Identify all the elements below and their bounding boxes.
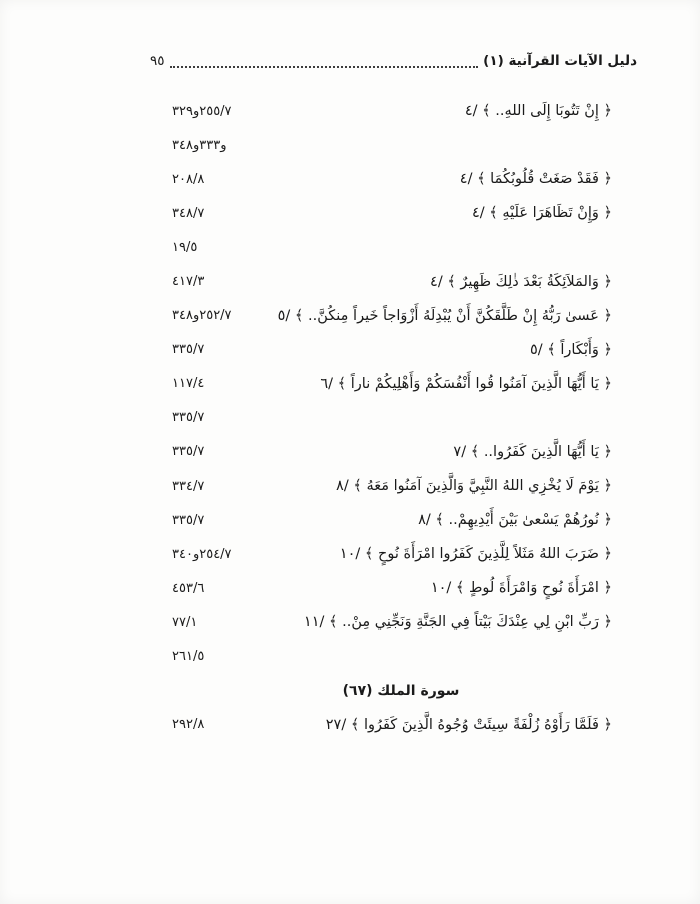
page-reference: ٢٥٥/٧و٣٢٩ [172, 103, 232, 119]
page-reference: ٣٣٥/٧ [172, 342, 205, 358]
index-row [0, 469, 700, 503]
page-reference: ٢٠٨/٨ [172, 171, 205, 187]
page-reference: ٢٥٢/٧و٣٤٨ [172, 308, 232, 324]
dot-leader [170, 66, 479, 68]
page-reference: ٣٣٥/٧ [172, 444, 205, 460]
page-reference: و٣٣٣و٣٤٨ [172, 137, 227, 153]
page-header [0, 50, 700, 72]
verse-text: ﴿ يَا أَيُّهَا الَّذِينَ آمَنُوا قُوا أَنْفُسَكُمْ وَأَهْلِيكُمْ ناراً ﴾ /٦ [320, 375, 612, 392]
verse-text: ﴿ نُورُهُمْ يَسْعىٰ بَيْنَ أَيْدِيهِمْ.. ﴾ /٨ [418, 512, 612, 529]
page-reference: ٤١٧/٣ [172, 274, 205, 290]
verse-text: ﴿ امْرَأَةَ نُوحٍ وَامْرَأَةَ لُوطٍ ﴾ /١٠ [430, 580, 612, 597]
verse-text: ﴿ ضَرَبَ اللهُ مَثَلاً لِلَّذِينَ كَفَرُوا امْرَأَةَ نُوحٍ ﴾ /١٠ [339, 546, 612, 563]
verse-index-list [0, 94, 700, 742]
page-reference: ١١٧/٤ [172, 376, 205, 392]
index-row-ref-continuation [0, 128, 700, 162]
index-row [0, 94, 700, 128]
surah-heading-text: سورة الملك (٦٧) [342, 682, 460, 699]
page-reference: ١٩/٥ [172, 239, 198, 255]
index-row [0, 708, 700, 742]
running-title: دليل الآيات القرآنية (١) [483, 53, 637, 69]
verse-text: ﴿ فَلَمَّا رَأَوْهُ زُلْفَةً سِيئَتْ وُجُوهُ الَّذِينَ كَفَرُوا ﴾ /٢٧ [325, 716, 612, 733]
page-reference: ٢٦١/٥ [172, 649, 205, 665]
page-reference: ٤٥٣/٦ [172, 580, 205, 596]
index-row [0, 537, 700, 571]
verse-text: ﴿ إِنْ تَتُوبَا إِلَى اللهِ.. ﴾ /٤ [464, 103, 612, 120]
page-reference: ٣٣٤/٧ [172, 478, 205, 494]
index-row-ref-continuation [0, 640, 700, 674]
verse-text: ﴿ يَوْمَ لَا يُخْزِي اللهُ النَّبِيَّ وَالَّذِينَ آمَنُوا مَعَهُ ﴾ /٨ [336, 478, 612, 495]
verse-text: ﴿ فَقَدْ صَغَتْ قُلُوبُكُمَا ﴾ /٤ [459, 171, 612, 188]
index-row [0, 367, 700, 401]
verse-text: ﴿ عَسىٰ رَبُّهُ إِنْ طَلَّقَكُنَّ أَنْ يُبْدِلَهُ أَزْوَاجاً خَيراً مِنكُنَّ.. ﴾ /٥ [277, 307, 612, 324]
page-reference: ٢٥٤/٧و٣٤٠ [172, 546, 232, 562]
index-row [0, 503, 700, 537]
index-row-ref-continuation [0, 401, 700, 435]
index-row [0, 299, 700, 333]
verse-text: ﴿ وَإِنْ تَظَاهَرَا عَلَيْهِ ﴾ /٤ [471, 205, 612, 222]
index-row [0, 605, 700, 639]
index-row [0, 435, 700, 469]
index-row [0, 264, 700, 298]
page-reference: ٣٣٥/٧ [172, 410, 205, 426]
page-number: ٩٥ [150, 53, 165, 69]
surah-heading [0, 674, 700, 708]
page-reference: ٣٣٥/٧ [172, 512, 205, 528]
verse-text: ﴿ يَا أَيُّهَا الَّذِينَ كَفَرُوا.. ﴾ /٧ [453, 443, 612, 460]
index-row [0, 196, 700, 230]
page-reference: ٢٩٢/٨ [172, 717, 205, 733]
verse-text: ﴿ رَبِّ ابْنِ لِي عِنْدَكَ بَيْتاً فِي الجَنَّةِ وَنَجِّنِي مِنْ.. ﴾ /١١ [303, 614, 612, 631]
index-row [0, 571, 700, 605]
index-row [0, 333, 700, 367]
verse-text: ﴿ وَأَبْكَاراً ﴾ /٥ [529, 341, 612, 358]
index-row-ref-continuation [0, 230, 700, 264]
page-reference: ٣٤٨/٧ [172, 205, 205, 221]
verse-text: ﴿ وَالمَلاَئِكَةُ بَعْدَ ذٰلِكَ ظَهِيرٌ ﴾ /٤ [430, 273, 612, 290]
page-reference: ٧٧/١ [172, 614, 198, 630]
index-row [0, 162, 700, 196]
